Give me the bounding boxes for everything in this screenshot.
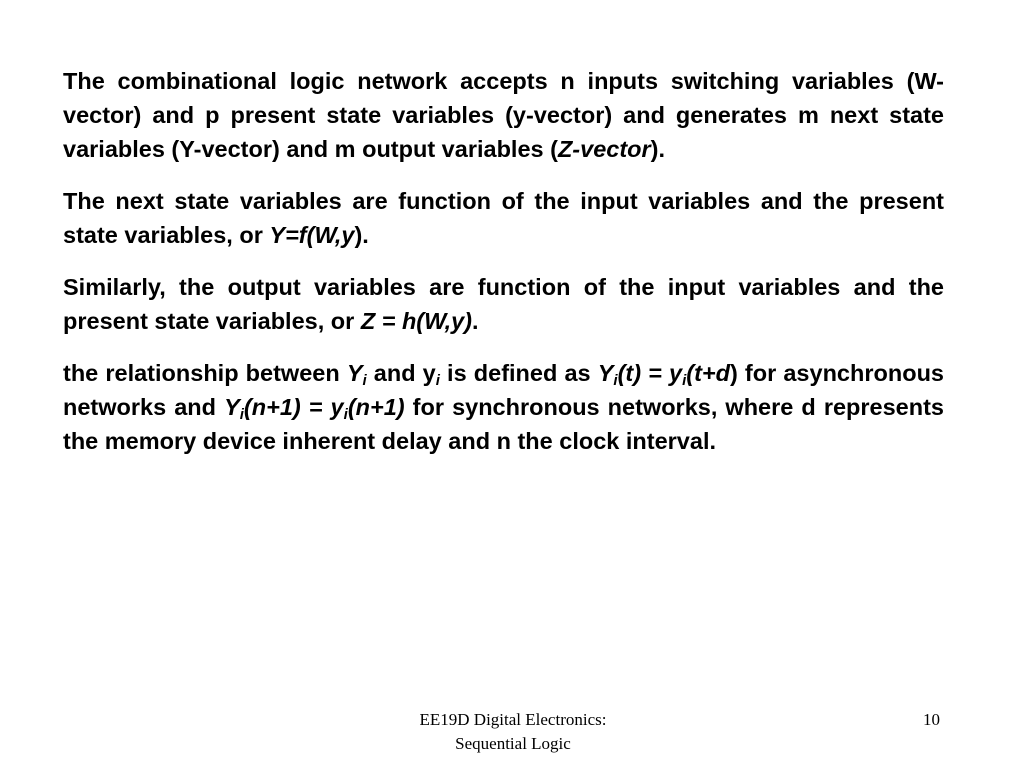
footer-course-title	[388, 708, 638, 756]
paragraph-text: is defined as	[439, 360, 598, 386]
footer-title-line: Sequential Logic	[455, 734, 571, 753]
paragraph-relationship	[63, 356, 944, 458]
z-vector-term: Z-vector	[557, 136, 651, 162]
symbol-Y: Y	[597, 360, 614, 386]
page-number: 10	[923, 710, 940, 729]
footer-title-line: EE19D Digital Electronics:	[419, 710, 607, 729]
subscript-i: i	[362, 372, 367, 389]
slide-body	[63, 64, 944, 476]
paragraph-text: Similarly, the output variables are function of the input variables and the present state variables, or	[63, 274, 944, 334]
symbol-Y: Y	[346, 360, 363, 386]
paragraph-text: ) for asynchronous networks and	[63, 360, 944, 420]
paragraph-text: The next state variables are function of the input variables and the present state variables, or	[63, 188, 944, 248]
paragraph-text: The combinational logic network accepts n inputs switching variables (W-vector) and p present state variables (y-vector) and generates m next state variables (Y-vector) and m output variables (	[63, 68, 944, 162]
subscript-i: i	[435, 372, 440, 389]
subscript-i: i	[239, 406, 244, 423]
paragraph-next-state	[63, 184, 944, 252]
symbol-Y: Y	[224, 394, 240, 420]
paragraph-end: ).	[650, 136, 666, 162]
paragraph-text: for synchronous networks, where d represents the memory device inherent delay and n the clock interval.	[63, 394, 944, 454]
subscript-i: i	[682, 372, 687, 389]
sync-equation-part: (n+1) = y	[243, 394, 344, 420]
paragraph-end: ).	[354, 222, 369, 248]
paragraph-end: .	[472, 308, 479, 334]
async-equation-part: (t) = y	[617, 360, 683, 386]
sync-equation-part: (n+1)	[347, 394, 405, 420]
subscript-i: i	[343, 406, 348, 423]
paragraph-combinational-network	[63, 64, 944, 166]
output-equation: Z = h(W,y)	[360, 308, 472, 334]
paragraph-output-variables	[63, 270, 944, 338]
paragraph-text: the relationship between	[63, 360, 347, 386]
next-state-equation: Y=f(W,y	[269, 222, 355, 248]
async-equation-part: (t+d	[686, 360, 730, 386]
paragraph-text: and y	[366, 360, 436, 386]
subscript-i: i	[613, 372, 618, 389]
